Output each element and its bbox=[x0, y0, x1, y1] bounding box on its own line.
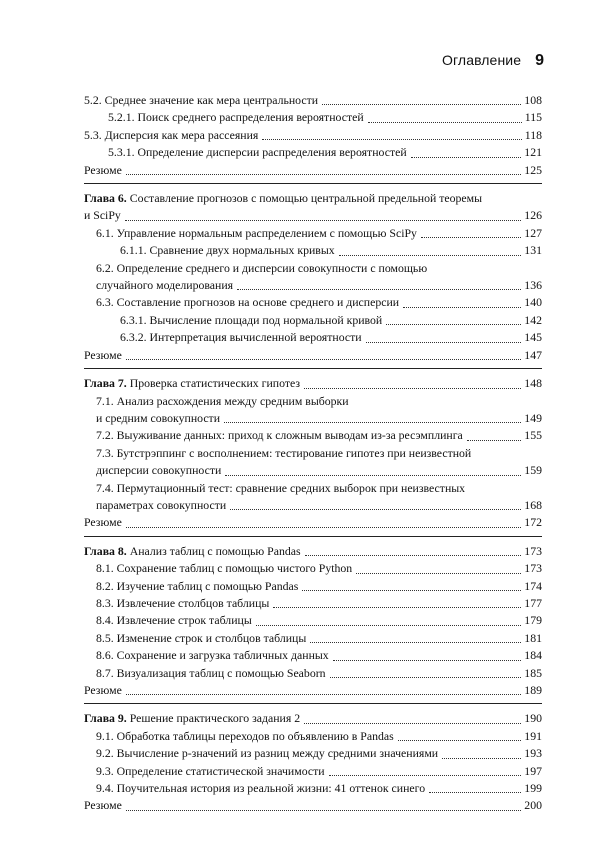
toc-entry-page: 121 bbox=[524, 145, 542, 160]
toc-entry-title: случайного моделирования bbox=[96, 278, 234, 293]
toc-entry[interactable] bbox=[84, 294, 542, 311]
toc-entry[interactable] bbox=[84, 480, 542, 515]
toc-entry-title: 8.7. Визуализация таблиц с помощью Seaborn bbox=[96, 665, 326, 680]
dot-leader bbox=[368, 122, 522, 123]
toc-entry-title: 8.3. Извлечение столбцов таблицы bbox=[96, 595, 270, 610]
chapter-title-line-1: Составление прогнозов с помощью центральной предельной теоремы bbox=[129, 191, 483, 206]
dot-leader bbox=[273, 607, 521, 608]
toc-entry[interactable] bbox=[84, 780, 542, 797]
toc-entry-page: 199 bbox=[524, 781, 542, 796]
toc-entry-title: дисперсии совокупности bbox=[96, 463, 222, 478]
dot-leader bbox=[366, 342, 522, 343]
dot-leader bbox=[126, 527, 521, 528]
dot-leader bbox=[126, 174, 521, 175]
toc-entry[interactable] bbox=[84, 393, 542, 428]
toc-entry-page: 191 bbox=[524, 728, 542, 743]
toc-chapter-heading[interactable] bbox=[84, 543, 542, 560]
toc-entry-page: 159 bbox=[524, 463, 542, 478]
toc-entry-title: 8.4. Извлечение строк таблицы bbox=[96, 613, 252, 628]
toc-entry[interactable] bbox=[84, 312, 542, 329]
page-number: 9 bbox=[535, 52, 544, 69]
toc-entry-page: 142 bbox=[524, 312, 542, 327]
dot-leader bbox=[237, 289, 521, 290]
toc-section-chapter-8 bbox=[84, 543, 542, 705]
toc-entry-summary[interactable] bbox=[84, 514, 542, 531]
toc-entry-page: 140 bbox=[524, 295, 542, 310]
toc-entry-title: 9.4. Поучительная история из реальной жизни: 41 оттенок синего bbox=[96, 781, 426, 796]
toc-chapter-heading[interactable] bbox=[84, 375, 542, 392]
toc-entry[interactable] bbox=[84, 144, 542, 161]
dot-leader bbox=[411, 157, 522, 158]
toc-entry-page: 168 bbox=[524, 497, 542, 512]
toc-chapter-heading[interactable] bbox=[84, 190, 542, 225]
toc-section-chapter-6 bbox=[84, 190, 542, 369]
toc-entry-page: 189 bbox=[524, 683, 542, 697]
dot-leader bbox=[386, 324, 521, 325]
dot-leader bbox=[330, 677, 522, 678]
running-header bbox=[442, 52, 544, 70]
toc-entry[interactable] bbox=[84, 728, 542, 745]
toc-entry-title: 6.3. Составление прогнозов на основе среднего и дисперсии bbox=[96, 295, 400, 310]
dot-leader bbox=[356, 573, 521, 574]
toc-entry-title: и средним совокупности bbox=[96, 410, 221, 425]
toc-entry-summary[interactable] bbox=[84, 162, 542, 179]
toc-entry-page: 127 bbox=[524, 225, 542, 240]
toc-entry-title: Резюме bbox=[84, 347, 122, 362]
chapter-title: Решение практического задания 2 bbox=[129, 711, 301, 726]
toc-entry-title-line-1: 7.3. Бутстрэппинг с восполнением: тестирование гипотез при неизвестной bbox=[96, 445, 472, 460]
toc-entry[interactable] bbox=[84, 560, 542, 577]
toc-entry-page: 190 bbox=[524, 711, 542, 726]
toc-entry[interactable] bbox=[84, 630, 542, 647]
toc-entry[interactable] bbox=[84, 427, 542, 444]
toc-entry-page: 181 bbox=[524, 630, 542, 645]
toc-entry-title: 9.2. Вычисление p-значений из разниц между средними значениями bbox=[96, 746, 439, 761]
toc-entry-title: 7.2. Выуживание данных: приход к сложным выводам из-за ресэмплинга bbox=[96, 428, 463, 443]
toc-entry-page: 173 bbox=[524, 561, 542, 576]
chapter-title: Проверка статистических гипотез bbox=[129, 376, 301, 391]
toc-entry-title: параметрах совокупности bbox=[96, 497, 227, 512]
dot-leader bbox=[339, 255, 522, 256]
toc-entry-page: 126 bbox=[524, 208, 542, 223]
dot-leader bbox=[398, 740, 522, 741]
chapter-title: Анализ таблиц с помощью Pandas bbox=[129, 543, 301, 558]
toc-entry[interactable] bbox=[84, 763, 542, 780]
dot-leader bbox=[329, 775, 522, 776]
toc-entry[interactable] bbox=[84, 665, 542, 682]
toc-entry-page: 131 bbox=[524, 243, 542, 258]
toc-entry-title-line-1: 6.2. Определение среднего и дисперсии совокупности с помощью bbox=[96, 260, 428, 275]
toc-entry-title: 9.3. Определение статистической значимости bbox=[96, 763, 325, 778]
toc-entry-title: 5.3.1. Определение дисперсии распределения вероятностей bbox=[108, 145, 407, 160]
toc-entry-page: 148 bbox=[524, 376, 542, 391]
toc-chapter-heading[interactable] bbox=[84, 710, 542, 727]
toc-entry-page: 174 bbox=[524, 578, 542, 593]
chapter-number: Глава 9. bbox=[84, 711, 127, 726]
dot-leader bbox=[403, 307, 521, 308]
toc-entry-title: 9.1. Обработка таблицы переходов по объявлению в Pandas bbox=[96, 728, 394, 743]
toc-section-chapter-7 bbox=[84, 375, 542, 537]
toc-entry-title: 5.2.1. Поиск среднего распределения вероятностей bbox=[108, 110, 364, 125]
toc-entry-title: 8.2. Изучение таблиц с помощью Pandas bbox=[96, 578, 299, 593]
dot-leader bbox=[302, 590, 521, 591]
dot-leader bbox=[467, 440, 521, 441]
toc-entry-page: 108 bbox=[524, 93, 542, 107]
dot-leader bbox=[310, 642, 521, 643]
dot-leader bbox=[125, 220, 522, 221]
toc-entry-page: 172 bbox=[524, 515, 542, 530]
toc-entry-page: 173 bbox=[524, 543, 542, 558]
chapter-title-line-2: и SciPy bbox=[84, 208, 121, 223]
dot-leader bbox=[304, 388, 521, 389]
dot-leader bbox=[262, 139, 521, 140]
toc-entry[interactable] bbox=[84, 260, 542, 295]
toc-entry-summary[interactable] bbox=[84, 347, 542, 364]
toc-entry[interactable] bbox=[84, 745, 542, 762]
toc-entry-page: 197 bbox=[524, 763, 542, 778]
toc-section-chapter-5 bbox=[84, 92, 542, 184]
dot-leader bbox=[126, 359, 521, 360]
toc-entry-page: 149 bbox=[524, 410, 542, 425]
toc-entry[interactable] bbox=[84, 242, 542, 259]
dot-leader bbox=[126, 810, 521, 811]
toc-entry-page: 147 bbox=[524, 347, 542, 362]
running-title: Оглавление bbox=[442, 52, 522, 68]
toc-entry-title: 6.3.1. Вычисление площади под нормальной кривой bbox=[120, 312, 383, 327]
toc-entry-summary[interactable] bbox=[84, 682, 542, 699]
dot-leader bbox=[305, 555, 522, 556]
toc-entry-page: 200 bbox=[524, 798, 542, 813]
chapter-number: Глава 8. bbox=[84, 543, 127, 558]
toc-entry[interactable] bbox=[84, 225, 542, 242]
toc-entry-title-line-1: 7.4. Пермутационный тест: сравнение средних выборок при неизвестных bbox=[96, 480, 466, 495]
toc-entry-title: 8.6. Сохранение и загрузка табличных данных bbox=[96, 648, 329, 663]
toc-entry-page: 115 bbox=[524, 110, 542, 125]
dot-leader bbox=[322, 104, 521, 105]
toc-entry-title: 8.1. Сохранение таблиц с помощью чистого Python bbox=[96, 561, 353, 576]
toc-entry[interactable] bbox=[84, 127, 542, 144]
dot-leader bbox=[230, 509, 521, 510]
toc-entry[interactable] bbox=[84, 329, 542, 346]
toc-entry-title: 5.3. Дисперсия как мера рассеяния bbox=[84, 127, 259, 142]
dot-leader bbox=[442, 758, 521, 759]
toc-entry-title: 5.2. Среднее значение как мера центральности bbox=[84, 93, 319, 107]
toc-entry-title: 6.3.2. Интерпретация вычисленной вероятности bbox=[120, 330, 362, 345]
toc-entry-title: Резюме bbox=[84, 683, 122, 697]
dot-leader bbox=[429, 792, 521, 793]
toc-entry-page: 145 bbox=[524, 330, 542, 345]
toc-entry-title-line-1: 7.1. Анализ расхождения между средним выборки bbox=[96, 393, 349, 408]
toc-entry[interactable] bbox=[84, 612, 542, 629]
chapter-number: Глава 6. bbox=[84, 191, 127, 206]
toc-entry[interactable] bbox=[84, 578, 542, 595]
toc-entry-title: Резюме bbox=[84, 515, 122, 530]
dot-leader bbox=[225, 475, 521, 476]
toc-entry[interactable] bbox=[84, 109, 542, 126]
toc-entry-page: 179 bbox=[524, 613, 542, 628]
toc-entry-title: 6.1.1. Сравнение двух нормальных кривых bbox=[120, 243, 335, 258]
toc-entry[interactable] bbox=[84, 647, 542, 664]
toc-entry-page: 136 bbox=[524, 278, 542, 293]
toc-entry-page: 185 bbox=[524, 665, 542, 680]
dot-leader bbox=[224, 422, 521, 423]
toc-entry-page: 184 bbox=[524, 648, 542, 663]
toc-entry[interactable] bbox=[84, 595, 542, 612]
toc-entry[interactable] bbox=[84, 445, 542, 480]
toc-entry-page: 125 bbox=[524, 162, 542, 177]
toc-entry-page: 177 bbox=[524, 595, 542, 610]
toc-entry-page: 118 bbox=[524, 127, 542, 142]
toc-entry-summary[interactable] bbox=[84, 797, 542, 814]
toc-entry-title: 6.1. Управление нормальным распределением с помощью SciPy bbox=[96, 225, 417, 240]
toc-entry-title: 8.5. Изменение строк и столбцов таблицы bbox=[96, 630, 307, 645]
toc-entry-title: Резюме bbox=[84, 798, 122, 813]
dot-leader bbox=[256, 625, 522, 626]
dot-leader bbox=[126, 694, 521, 695]
toc-entry-page: 155 bbox=[524, 428, 542, 443]
dot-leader bbox=[333, 660, 522, 661]
table-of-contents bbox=[84, 92, 542, 825]
dot-leader bbox=[421, 237, 521, 238]
toc-entry[interactable] bbox=[84, 92, 542, 109]
toc-section-chapter-9 bbox=[84, 710, 542, 818]
toc-entry-page: 193 bbox=[524, 746, 542, 761]
chapter-number: Глава 7. bbox=[84, 376, 127, 391]
toc-entry-title: Резюме bbox=[84, 162, 122, 177]
dot-leader bbox=[304, 723, 521, 724]
